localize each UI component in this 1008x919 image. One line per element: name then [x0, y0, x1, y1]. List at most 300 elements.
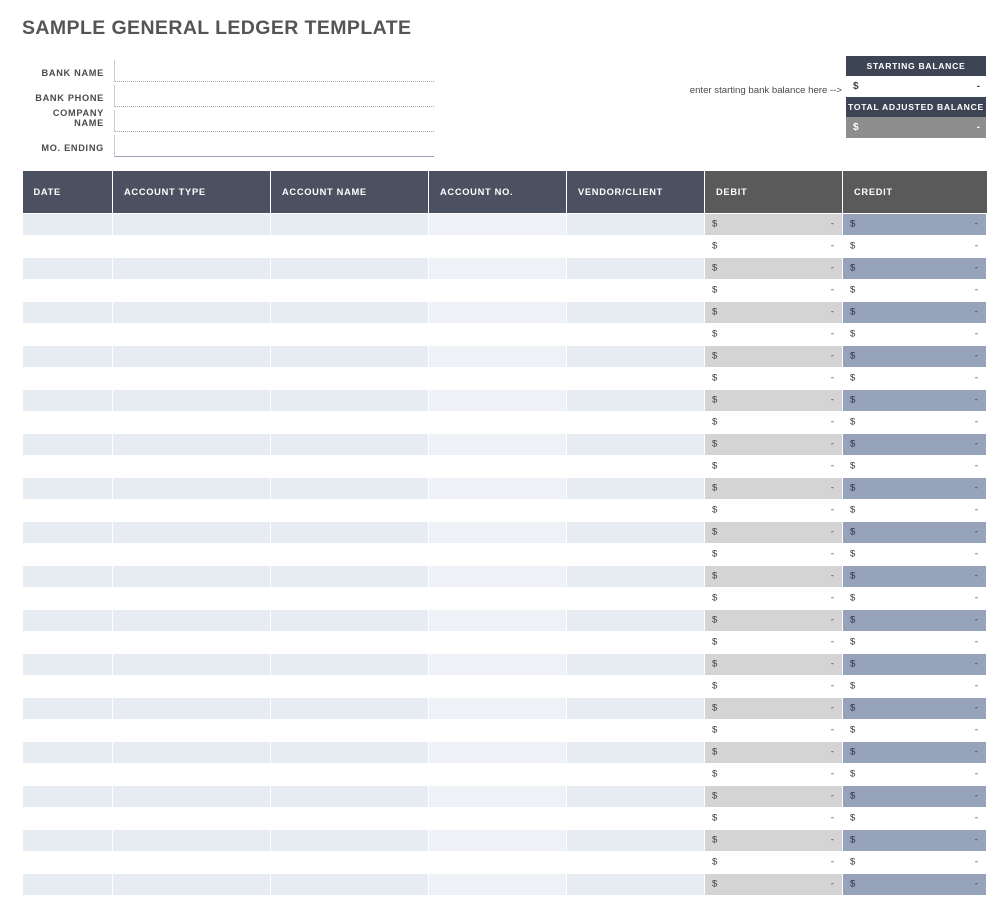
cell-account-type[interactable] — [113, 653, 271, 675]
cell-account-name[interactable] — [271, 543, 429, 565]
cell-date[interactable] — [23, 323, 113, 345]
table-row — [23, 873, 987, 895]
column-header-account-type[interactable]: ACCOUNT TYPE — [113, 171, 271, 213]
info-row-bank-phone — [22, 82, 434, 107]
cell-debit[interactable] — [705, 829, 843, 851]
starting-balance-hint: enter starting bank balance here --> — [689, 85, 842, 96]
cell-account-no[interactable] — [429, 213, 567, 235]
cell-account-no[interactable] — [429, 565, 567, 587]
cell-credit[interactable] — [843, 323, 987, 345]
cell-account-no[interactable] — [429, 345, 567, 367]
cell-debit-amount: - — [830, 262, 834, 274]
cell-date[interactable] — [23, 763, 113, 785]
cell-credit-amount: - — [974, 812, 978, 824]
total-adjusted-balance-value-row — [846, 117, 986, 138]
cell-account-no[interactable] — [429, 587, 567, 609]
cell-date[interactable] — [23, 345, 113, 367]
cell-credit[interactable] — [843, 807, 987, 829]
cell-account-name[interactable] — [271, 697, 429, 719]
cell-vendor-client[interactable] — [567, 675, 705, 697]
cell-debit[interactable] — [705, 565, 843, 587]
cell-debit[interactable] — [705, 609, 843, 631]
cell-account-type[interactable] — [113, 521, 271, 543]
cell-vendor-client[interactable] — [567, 719, 705, 741]
cell-date[interactable] — [23, 631, 113, 653]
table-row — [23, 719, 987, 741]
cell-account-no[interactable] — [429, 609, 567, 631]
cell-date[interactable] — [23, 587, 113, 609]
cell-vendor-client[interactable] — [567, 543, 705, 565]
table-row — [23, 235, 987, 257]
cell-account-type[interactable] — [113, 345, 271, 367]
cell-account-name[interactable] — [271, 389, 429, 411]
cell-vendor-client[interactable] — [567, 873, 705, 895]
cell-vendor-client[interactable] — [567, 323, 705, 345]
cell-account-name[interactable] — [271, 719, 429, 741]
table-row — [23, 763, 987, 785]
cell-vendor-client[interactable] — [567, 411, 705, 433]
cell-credit-currency: $ — [850, 218, 856, 230]
cell-debit-amount: - — [830, 790, 834, 802]
cell-vendor-client[interactable] — [567, 565, 705, 587]
cell-credit-amount: - — [974, 614, 978, 626]
cell-credit[interactable] — [843, 763, 987, 785]
cell-vendor-client[interactable] — [567, 697, 705, 719]
cell-credit-amount: - — [974, 240, 978, 252]
cell-date[interactable] — [23, 411, 113, 433]
mo-ending-label: MO. ENDING — [41, 143, 104, 153]
cell-date[interactable] — [23, 653, 113, 675]
cell-vendor-client[interactable] — [567, 389, 705, 411]
cell-account-name[interactable] — [271, 565, 429, 587]
cell-account-no[interactable] — [429, 785, 567, 807]
cell-vendor-client[interactable] — [567, 653, 705, 675]
cell-account-name[interactable] — [271, 477, 429, 499]
cell-account-type[interactable] — [113, 389, 271, 411]
cell-credit-amount: - — [974, 438, 978, 450]
cell-credit[interactable] — [843, 279, 987, 301]
cell-credit[interactable] — [843, 829, 987, 851]
cell-credit-amount: - — [974, 218, 978, 230]
cell-account-type[interactable] — [113, 587, 271, 609]
cell-debit-currency: $ — [712, 548, 718, 560]
cell-credit[interactable] — [843, 587, 987, 609]
cell-account-no[interactable] — [429, 521, 567, 543]
cell-vendor-client[interactable] — [567, 609, 705, 631]
table-row — [23, 675, 987, 697]
cell-debit-amount: - — [830, 306, 834, 318]
cell-account-name[interactable] — [271, 653, 429, 675]
column-header-account-name[interactable]: ACCOUNT NAME — [271, 171, 429, 213]
cell-account-name[interactable] — [271, 345, 429, 367]
cell-account-type[interactable] — [113, 741, 271, 763]
cell-debit-amount: - — [830, 394, 834, 406]
cell-debit[interactable] — [705, 851, 843, 873]
cell-date[interactable] — [23, 521, 113, 543]
cell-account-name[interactable] — [271, 587, 429, 609]
cell-account-type[interactable] — [113, 807, 271, 829]
cell-credit[interactable] — [843, 873, 987, 895]
cell-credit[interactable] — [843, 719, 987, 741]
cell-credit-currency: $ — [850, 592, 856, 604]
cell-account-name[interactable] — [271, 785, 429, 807]
cell-credit-currency: $ — [850, 614, 856, 626]
cell-vendor-client[interactable] — [567, 455, 705, 477]
mo-ending-input[interactable] — [114, 135, 434, 157]
cell-debit[interactable] — [705, 433, 843, 455]
cell-credit-currency: $ — [850, 878, 856, 890]
cell-account-no[interactable] — [429, 807, 567, 829]
table-row — [23, 389, 987, 411]
cell-account-no[interactable] — [429, 741, 567, 763]
cell-vendor-client[interactable] — [567, 367, 705, 389]
cell-account-no[interactable] — [429, 257, 567, 279]
cell-credit-currency: $ — [850, 328, 856, 340]
cell-account-type[interactable] — [113, 719, 271, 741]
cell-vendor-client[interactable] — [567, 235, 705, 257]
cell-account-type[interactable] — [113, 455, 271, 477]
starting-balance-header: STARTING BALANCE — [846, 56, 986, 76]
cell-date[interactable] — [23, 499, 113, 521]
cell-credit[interactable] — [843, 455, 987, 477]
cell-account-no[interactable] — [429, 543, 567, 565]
cell-vendor-client[interactable] — [567, 587, 705, 609]
cell-credit[interactable] — [843, 785, 987, 807]
cell-account-type[interactable] — [113, 301, 271, 323]
cell-credit-currency: $ — [850, 394, 856, 406]
cell-credit[interactable] — [843, 609, 987, 631]
cell-date[interactable] — [23, 873, 113, 895]
cell-debit-currency: $ — [712, 680, 718, 692]
cell-credit[interactable] — [843, 675, 987, 697]
cell-account-type[interactable] — [113, 763, 271, 785]
total-balance-amount: - — [976, 122, 980, 133]
cell-credit[interactable] — [843, 235, 987, 257]
cell-debit[interactable] — [705, 873, 843, 895]
cell-debit[interactable] — [705, 455, 843, 477]
cell-account-no[interactable] — [429, 279, 567, 301]
cell-debit-amount: - — [830, 240, 834, 252]
cell-date[interactable] — [23, 741, 113, 763]
cell-vendor-client[interactable] — [567, 807, 705, 829]
cell-debit[interactable] — [705, 631, 843, 653]
cell-vendor-client[interactable] — [567, 829, 705, 851]
cell-debit[interactable] — [705, 587, 843, 609]
company-name-input[interactable] — [114, 110, 434, 132]
cell-debit[interactable] — [705, 521, 843, 543]
cell-account-no[interactable] — [429, 367, 567, 389]
cell-account-type[interactable] — [113, 785, 271, 807]
cell-account-no[interactable] — [429, 829, 567, 851]
cell-account-name[interactable] — [271, 521, 429, 543]
cell-account-type[interactable] — [113, 477, 271, 499]
cell-debit[interactable] — [705, 477, 843, 499]
cell-vendor-client[interactable] — [567, 741, 705, 763]
column-header-account-no[interactable]: ACCOUNT NO. — [429, 171, 567, 213]
cell-debit[interactable] — [705, 807, 843, 829]
table-row — [23, 587, 987, 609]
cell-account-type[interactable] — [113, 631, 271, 653]
cell-account-type[interactable] — [113, 257, 271, 279]
cell-debit[interactable] — [705, 235, 843, 257]
cell-debit[interactable] — [705, 367, 843, 389]
cell-credit-amount: - — [974, 526, 978, 538]
cell-date[interactable] — [23, 543, 113, 565]
cell-debit[interactable] — [705, 543, 843, 565]
cell-account-no[interactable] — [429, 653, 567, 675]
cell-account-type[interactable] — [113, 235, 271, 257]
table-row — [23, 785, 987, 807]
cell-credit[interactable] — [843, 477, 987, 499]
cell-account-no[interactable] — [429, 455, 567, 477]
cell-vendor-client[interactable] — [567, 279, 705, 301]
cell-credit[interactable] — [843, 741, 987, 763]
cell-credit[interactable] — [843, 433, 987, 455]
cell-vendor-client[interactable] — [567, 785, 705, 807]
cell-account-no[interactable] — [429, 389, 567, 411]
cell-date[interactable] — [23, 697, 113, 719]
cell-debit-amount: - — [830, 614, 834, 626]
page-title: SAMPLE GENERAL LEDGER TEMPLATE — [22, 17, 412, 39]
cell-debit[interactable] — [705, 213, 843, 235]
cell-credit[interactable] — [843, 367, 987, 389]
cell-credit[interactable] — [843, 851, 987, 873]
cell-debit[interactable] — [705, 411, 843, 433]
cell-credit[interactable] — [843, 631, 987, 653]
cell-account-no[interactable] — [429, 631, 567, 653]
column-header-date[interactable]: DATE — [23, 171, 113, 213]
cell-account-type[interactable] — [113, 873, 271, 895]
cell-account-no[interactable] — [429, 697, 567, 719]
cell-account-type[interactable] — [113, 543, 271, 565]
cell-account-name[interactable] — [271, 851, 429, 873]
cell-account-name[interactable] — [271, 411, 429, 433]
cell-date[interactable] — [23, 257, 113, 279]
cell-debit[interactable] — [705, 323, 843, 345]
cell-account-no[interactable] — [429, 235, 567, 257]
cell-debit-amount: - — [830, 372, 834, 384]
cell-account-type[interactable] — [113, 499, 271, 521]
table-row — [23, 411, 987, 433]
cell-debit-currency: $ — [712, 218, 718, 230]
cell-debit[interactable] — [705, 697, 843, 719]
cell-date[interactable] — [23, 279, 113, 301]
cell-vendor-client[interactable] — [567, 631, 705, 653]
cell-date[interactable] — [23, 807, 113, 829]
cell-vendor-client[interactable] — [567, 213, 705, 235]
cell-account-type[interactable] — [113, 411, 271, 433]
cell-account-type[interactable] — [113, 367, 271, 389]
cell-debit-currency: $ — [712, 834, 718, 846]
cell-debit-amount: - — [830, 724, 834, 736]
cell-debit[interactable] — [705, 785, 843, 807]
cell-date[interactable] — [23, 213, 113, 235]
cell-debit[interactable] — [705, 345, 843, 367]
cell-account-name[interactable] — [271, 499, 429, 521]
cell-date[interactable] — [23, 829, 113, 851]
cell-debit[interactable] — [705, 763, 843, 785]
cell-debit-currency: $ — [712, 724, 718, 736]
cell-vendor-client[interactable] — [567, 433, 705, 455]
cell-debit-amount: - — [830, 526, 834, 538]
cell-debit[interactable] — [705, 499, 843, 521]
cell-debit-currency: $ — [712, 284, 718, 296]
cell-credit[interactable] — [843, 389, 987, 411]
cell-credit-currency: $ — [850, 834, 856, 846]
cell-account-name[interactable] — [271, 829, 429, 851]
cell-debit-currency: $ — [712, 812, 718, 824]
cell-credit[interactable] — [843, 345, 987, 367]
info-row-mo-ending — [22, 132, 434, 157]
cell-account-name[interactable] — [271, 323, 429, 345]
cell-credit[interactable] — [843, 653, 987, 675]
cell-account-no[interactable] — [429, 301, 567, 323]
cell-vendor-client[interactable] — [567, 477, 705, 499]
cell-debit[interactable] — [705, 279, 843, 301]
cell-credit-amount: - — [974, 790, 978, 802]
cell-account-type[interactable] — [113, 675, 271, 697]
cell-debit[interactable] — [705, 675, 843, 697]
cell-account-name[interactable] — [271, 301, 429, 323]
cell-debit[interactable] — [705, 257, 843, 279]
cell-account-no[interactable] — [429, 323, 567, 345]
cell-debit-amount: - — [830, 680, 834, 692]
cell-account-no[interactable] — [429, 851, 567, 873]
cell-vendor-client[interactable] — [567, 521, 705, 543]
bank-name-input[interactable] — [114, 60, 434, 82]
cell-account-no[interactable] — [429, 763, 567, 785]
cell-date[interactable] — [23, 785, 113, 807]
cell-vendor-client[interactable] — [567, 499, 705, 521]
cell-date[interactable] — [23, 565, 113, 587]
cell-account-name[interactable] — [271, 257, 429, 279]
total-adjusted-balance-header: TOTAL ADJUSTED BALANCE — [846, 97, 986, 117]
cell-debit-amount: - — [830, 460, 834, 472]
cell-date[interactable] — [23, 477, 113, 499]
cell-account-name[interactable] — [271, 675, 429, 697]
cell-account-type[interactable] — [113, 565, 271, 587]
cell-debit-amount: - — [830, 482, 834, 494]
cell-debit-amount: - — [830, 856, 834, 868]
bank-phone-input[interactable] — [114, 85, 434, 107]
cell-account-name[interactable] — [271, 235, 429, 257]
cell-date[interactable] — [23, 609, 113, 631]
cell-account-no[interactable] — [429, 499, 567, 521]
cell-vendor-client[interactable] — [567, 763, 705, 785]
cell-account-name[interactable] — [271, 631, 429, 653]
column-header-credit[interactable]: CREDIT — [843, 171, 987, 213]
cell-account-name[interactable] — [271, 741, 429, 763]
cell-account-name[interactable] — [271, 609, 429, 631]
cell-vendor-client[interactable] — [567, 345, 705, 367]
cell-date[interactable] — [23, 851, 113, 873]
cell-vendor-client[interactable] — [567, 301, 705, 323]
cell-credit-currency: $ — [850, 482, 856, 494]
cell-account-type[interactable] — [113, 433, 271, 455]
column-header-debit[interactable]: DEBIT — [705, 171, 843, 213]
cell-account-name[interactable] — [271, 213, 429, 235]
cell-account-name[interactable] — [271, 807, 429, 829]
cell-debit-amount: - — [830, 416, 834, 428]
cell-debit-amount: - — [830, 746, 834, 758]
cell-credit-currency: $ — [850, 856, 856, 868]
cell-account-name[interactable] — [271, 433, 429, 455]
cell-credit-currency: $ — [850, 372, 856, 384]
cell-debit[interactable] — [705, 301, 843, 323]
cell-date[interactable] — [23, 367, 113, 389]
cell-account-type[interactable] — [113, 829, 271, 851]
table-row — [23, 323, 987, 345]
cell-debit[interactable] — [705, 653, 843, 675]
cell-credit-amount: - — [974, 768, 978, 780]
cell-credit[interactable] — [843, 213, 987, 235]
cell-credit-amount: - — [974, 680, 978, 692]
cell-account-type[interactable] — [113, 697, 271, 719]
cell-account-no[interactable] — [429, 675, 567, 697]
cell-account-no[interactable] — [429, 433, 567, 455]
table-row — [23, 521, 987, 543]
cell-debit[interactable] — [705, 741, 843, 763]
cell-account-no[interactable] — [429, 411, 567, 433]
cell-account-type[interactable] — [113, 851, 271, 873]
cell-account-no[interactable] — [429, 719, 567, 741]
table-row — [23, 851, 987, 873]
cell-credit[interactable] — [843, 543, 987, 565]
column-header-vendor-client[interactable]: VENDOR/CLIENT — [567, 171, 705, 213]
cell-date[interactable] — [23, 719, 113, 741]
cell-account-name[interactable] — [271, 279, 429, 301]
cell-credit[interactable] — [843, 411, 987, 433]
cell-account-name[interactable] — [271, 455, 429, 477]
cell-credit-amount: - — [974, 548, 978, 560]
table-header-row — [23, 171, 987, 213]
cell-credit[interactable] — [843, 499, 987, 521]
cell-credit[interactable] — [843, 521, 987, 543]
cell-account-no[interactable] — [429, 873, 567, 895]
cell-date[interactable] — [23, 301, 113, 323]
cell-date[interactable] — [23, 455, 113, 477]
cell-account-name[interactable] — [271, 763, 429, 785]
cell-debit-currency: $ — [712, 350, 718, 362]
cell-vendor-client[interactable] — [567, 851, 705, 873]
cell-date[interactable] — [23, 433, 113, 455]
cell-account-type[interactable] — [113, 279, 271, 301]
cell-account-name[interactable] — [271, 367, 429, 389]
cell-account-type[interactable] — [113, 213, 271, 235]
cell-date[interactable] — [23, 675, 113, 697]
cell-account-type[interactable] — [113, 323, 271, 345]
cell-date[interactable] — [23, 235, 113, 257]
cell-account-name[interactable] — [271, 873, 429, 895]
cell-date[interactable] — [23, 389, 113, 411]
cell-credit[interactable] — [843, 257, 987, 279]
cell-credit[interactable] — [843, 697, 987, 719]
cell-credit[interactable] — [843, 565, 987, 587]
cell-credit-currency: $ — [850, 680, 856, 692]
cell-credit-currency: $ — [850, 702, 856, 714]
table-row — [23, 301, 987, 323]
starting-balance-value-row[interactable] — [846, 76, 986, 97]
cell-credit-currency: $ — [850, 724, 856, 736]
cell-account-type[interactable] — [113, 609, 271, 631]
cell-credit-currency: $ — [850, 636, 856, 648]
cell-vendor-client[interactable] — [567, 257, 705, 279]
cell-debit[interactable] — [705, 389, 843, 411]
cell-credit-amount: - — [974, 482, 978, 494]
cell-credit[interactable] — [843, 301, 987, 323]
cell-account-no[interactable] — [429, 477, 567, 499]
cell-debit[interactable] — [705, 719, 843, 741]
